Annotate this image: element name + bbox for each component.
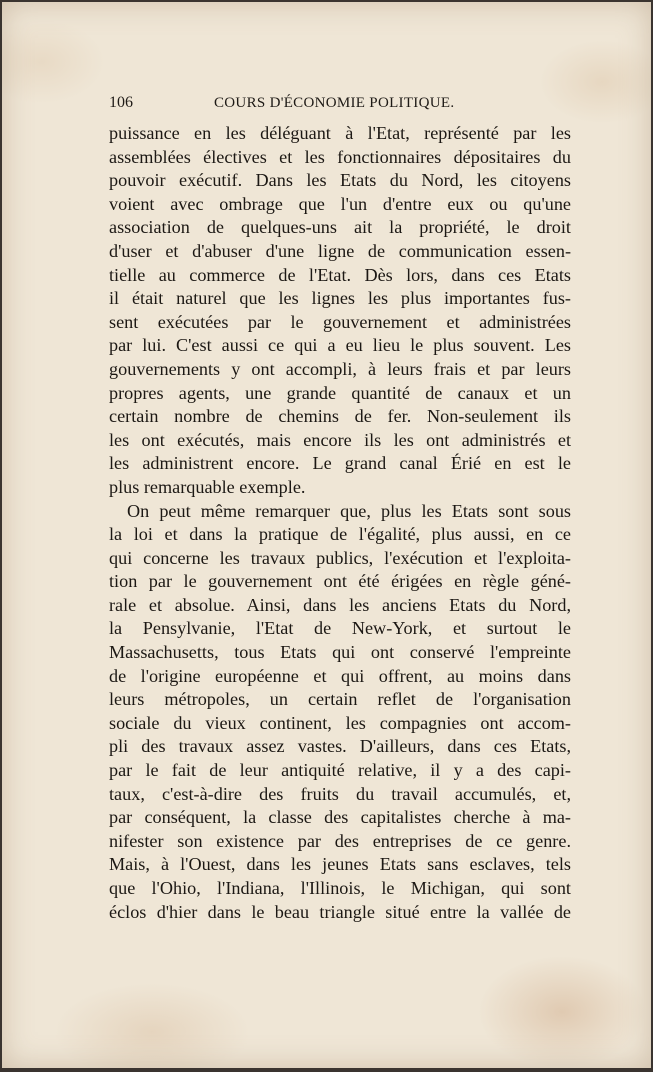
text-line: qui concerne les travaux publics, l'exécution et l'exploita- (109, 547, 571, 568)
text-line: puissance en les déléguant à l'Etat, représenté par les (109, 123, 571, 143)
text-line: assemblées électives et les fonctionnaires dépositaires du (109, 146, 571, 167)
text-line: tion par le gouvernement ont été érigées en règle géné- (109, 571, 571, 592)
text-line: les administrent encore. Le grand canal Érié en est le (109, 453, 571, 474)
text-line: il était naturel que les lignes les plus importantes fus- (109, 288, 571, 309)
text-line: par conséquent, la classe des capitalistes cherche à ma- (109, 807, 571, 828)
paragraph-1 (109, 122, 571, 500)
text-line: Mais, à l'Ouest, dans les jeunes Etats sans esclaves, tels (109, 854, 571, 875)
text-line: association de quelques-uns ait la propriété, le droit (109, 217, 571, 238)
book-page (2, 2, 651, 1068)
text-line: Massachusetts, tous Etats qui ont conservé l'empreinte (109, 642, 571, 663)
text-line: sociale du vieux continent, les compagnies ont accom- (109, 712, 571, 733)
text-line: nifester son existence par des entreprises de ce genre. (109, 830, 571, 851)
text-line: de l'origine européenne et qui offrent, au moins dans (109, 665, 571, 686)
text-line: tielle au commerce de l'Etat. Dès lors, dans ces Etats (109, 264, 571, 285)
text-line: pouvoir exécutif. Dans les Etats du Nord, les citoyens (109, 170, 571, 191)
running-title: COURS D'ÉCONOMIE POLITIQUE. (214, 95, 455, 111)
text-line: éclos d'hier dans le beau triangle situé entre la vallée de (109, 901, 571, 922)
text-line: pli des travaux assez vastes. D'ailleurs, dans ces Etats, (109, 736, 571, 757)
text-line: certain nombre de chemins de fer. Non-seulement ils (109, 406, 571, 427)
page-header (109, 94, 569, 116)
text-line: la Pensylvanie, l'Etat de New-York, et surtout le (109, 618, 571, 639)
text-line: la loi et dans la pratique de l'égalité, plus aussi, en ce (109, 524, 571, 545)
text-line: plus remarquable exemple. (109, 476, 306, 497)
text-line: taux, c'est-à-dire des fruits du travail accumulés, et, (109, 783, 571, 804)
text-line: d'user et d'abuser d'une ligne de communication essen- (109, 240, 571, 261)
text-line: gouvernements y ont accompli, à leurs frais et par leurs (109, 358, 571, 379)
text-line: sent exécutées par le gouvernement et administrées (109, 311, 571, 332)
text-line: rale et absolue. Ainsi, dans les anciens Etats du Nord, (109, 594, 571, 615)
paragraph-2 (109, 500, 571, 925)
page-number: 106 (109, 94, 133, 111)
text-line: par le fait de leur antiquité relative, il y a des capi- (109, 760, 571, 781)
text-line: On peut même remarquer que, plus les Etats sont sous (127, 500, 571, 521)
text-line: propres agents, une grande quantité de canaux et un (109, 382, 571, 403)
text-line: que l'Ohio, l'Indiana, l'Illinois, le Michigan, qui sont (109, 878, 571, 898)
text-line: par lui. C'est aussi ce qui a eu lieu le plus souvent. Les (109, 335, 571, 356)
text-line: leurs métropoles, un certain reflet de l'organisation (109, 689, 571, 710)
text-line: les ont exécutés, mais encore ils les ont administrés et (109, 429, 571, 450)
body-text (109, 122, 571, 924)
text-line: voient avec ombrage que l'un d'entre eux ou qu'une (109, 193, 571, 214)
